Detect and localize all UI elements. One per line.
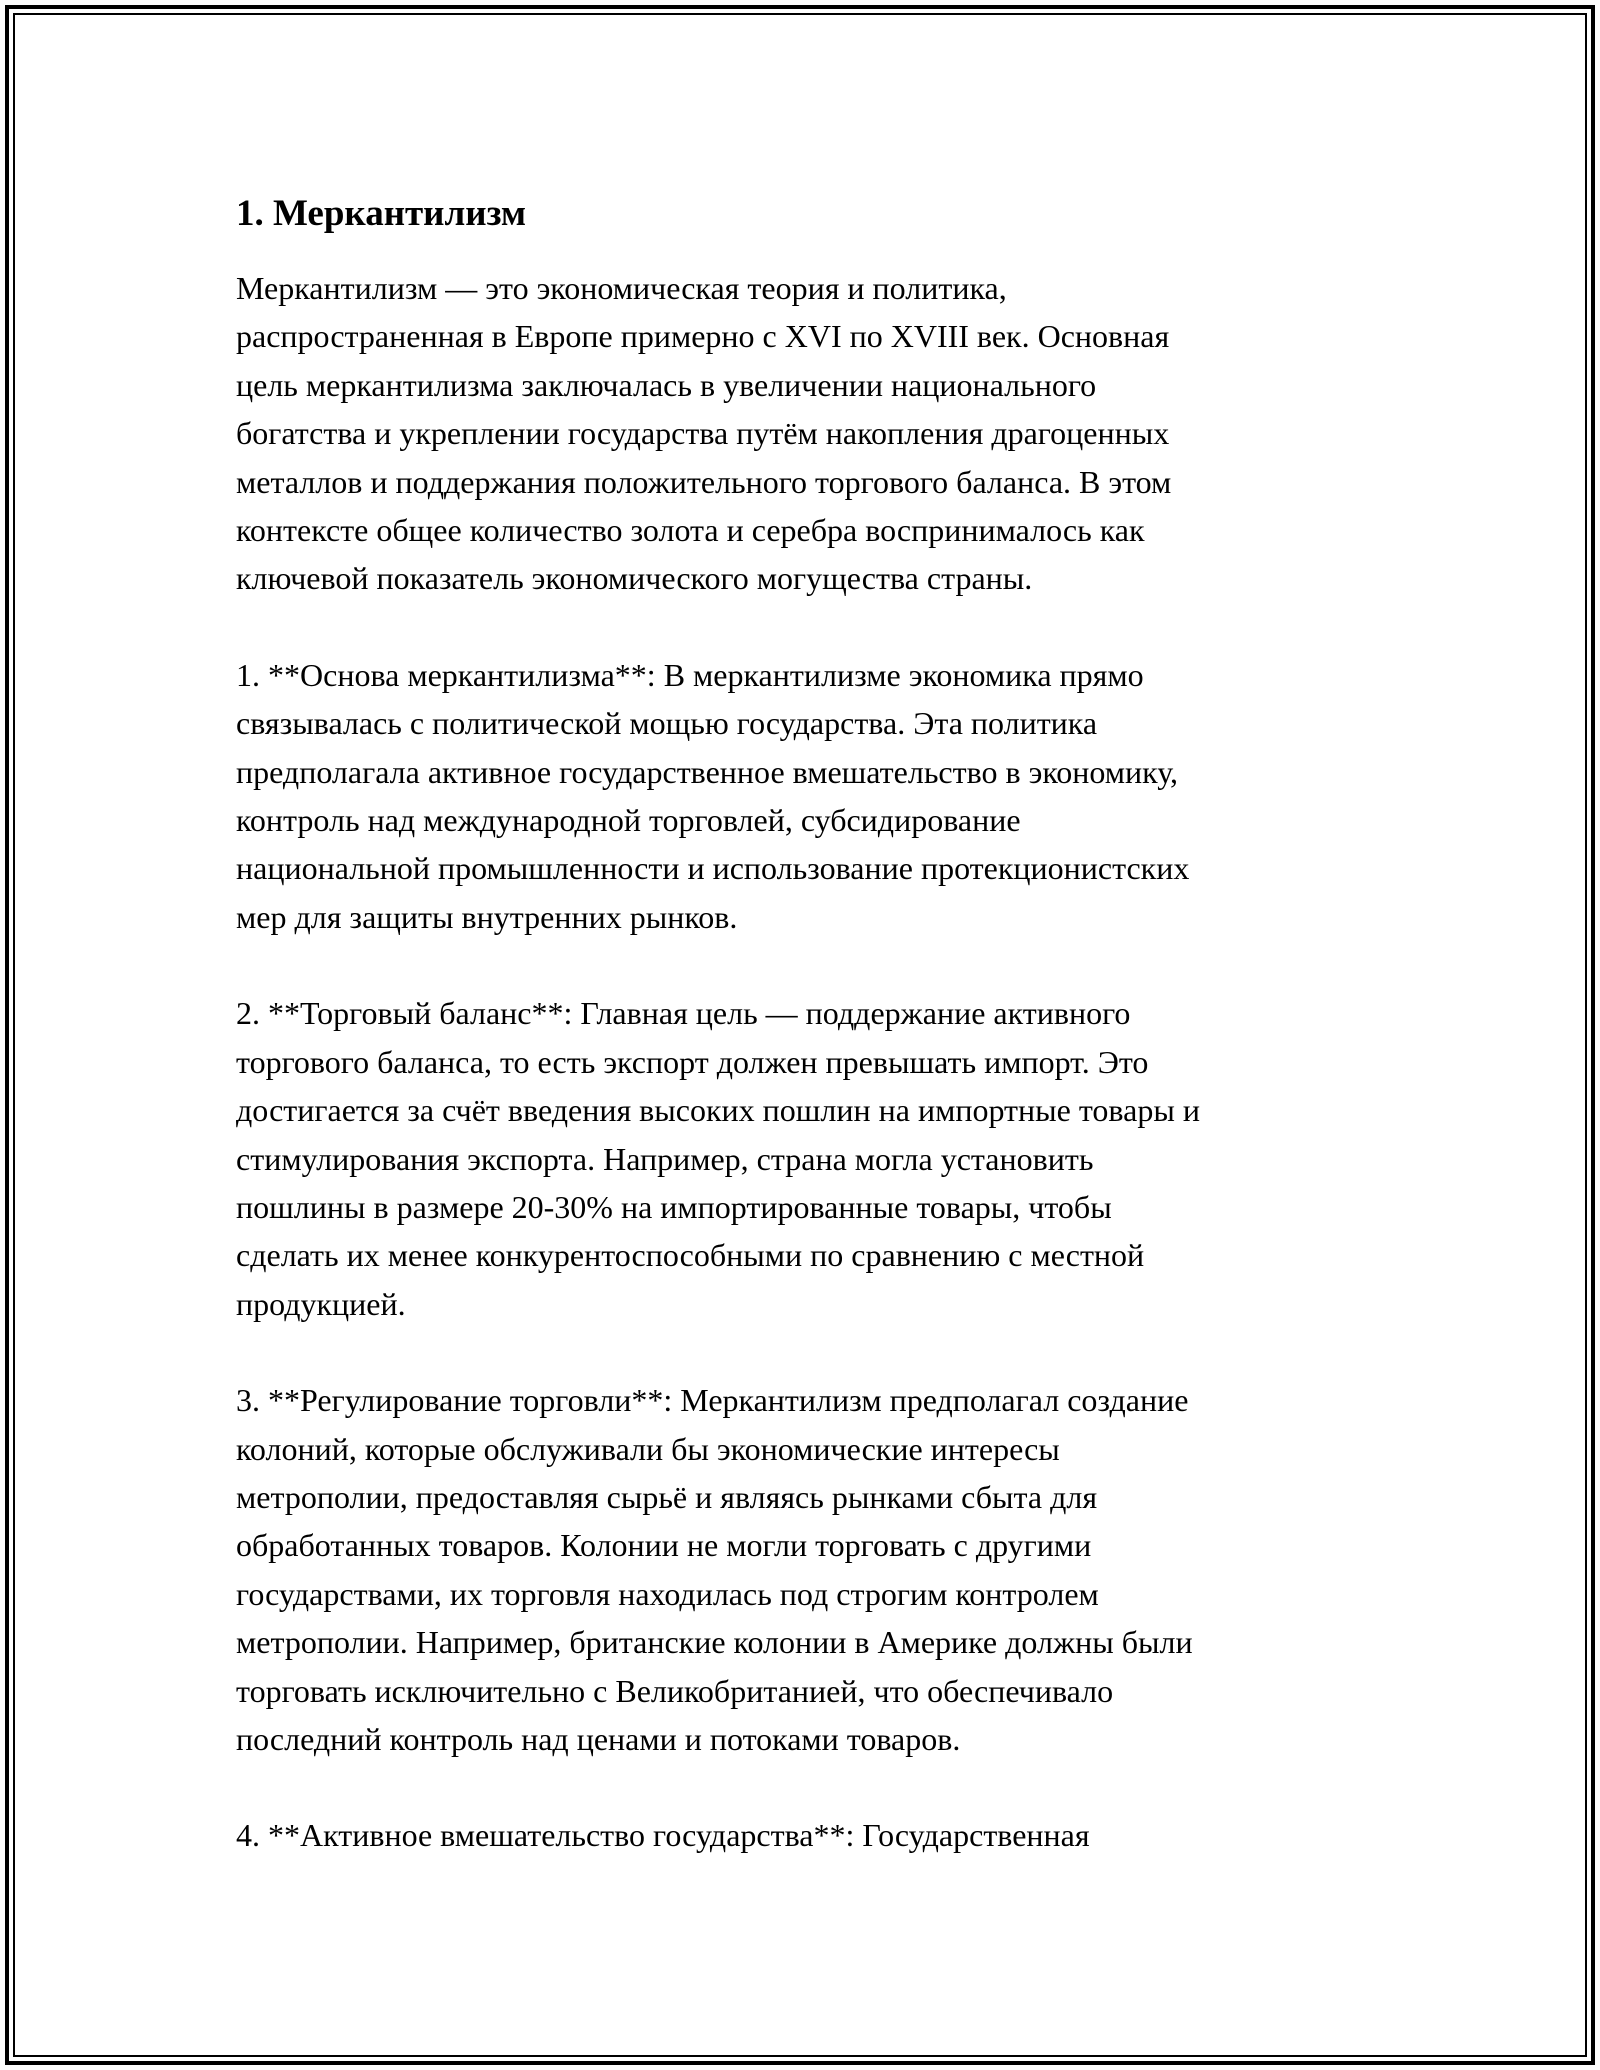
list-item-trade-balance: 2. **Торговый баланс**: Главная цель — поддержание активного торгового баланса, то есть экспорт должен превышать импорт. Это достигается за счёт введения высоких пошлин на импортные товары и стимулирования экспорта. Например, страна могла установить пошлины в размере 20-30% на импортированные товары, чтобы сделать их менее конкурентоспособными по сравнению с местной продукцией. (236, 995, 1200, 1322)
intro-paragraph: Меркантилизм — это экономическая теория и политика, распространенная в Европе примерно с XVI по XVIII век. Основная цель меркантилизма заключалась в увеличении национального богатства и укреплении государства путём накопления драгоценных металлов и поддержания положительного торгового баланса. В этом контексте общее количество золота и серебра воспринималось как ключевой показатель экономического могущества страны. (236, 270, 1172, 597)
list-item-state-intervention: 4. **Активное вмешательство государства**: Государственная (236, 1817, 1090, 1854)
list-item-basis: 1. **Основа меркантилизма**: В меркантилизме экономика прямо связывалась с политической мощью государства. Эта политика предполагала активное государственное вмешательство в экономику, контроль над международной торговлей, субсидирование национальной промышленности и использование протекционистских мер для защиты внутренних рынков. (236, 656, 1190, 935)
section-heading: 1. Меркантилизм (236, 193, 527, 234)
document-body (236, 186, 1376, 1860)
list-item-trade-regulation: 3. **Регулирование торговли**: Меркантилизм предполагал создание колоний, которые обслуживали бы экономические интересы метрополии, предоставляя сырьё и являясь рынками сбыта для обработанных товаров. Колонии не могли торговать с другими государствами, их торговля находилась под строгим контролем метрополии. Например, британские колонии в Америке должны были торговать исключительно с Великобританией, что обеспечивало последний контроль над ценами и потоками товаров. (236, 1382, 1193, 1757)
